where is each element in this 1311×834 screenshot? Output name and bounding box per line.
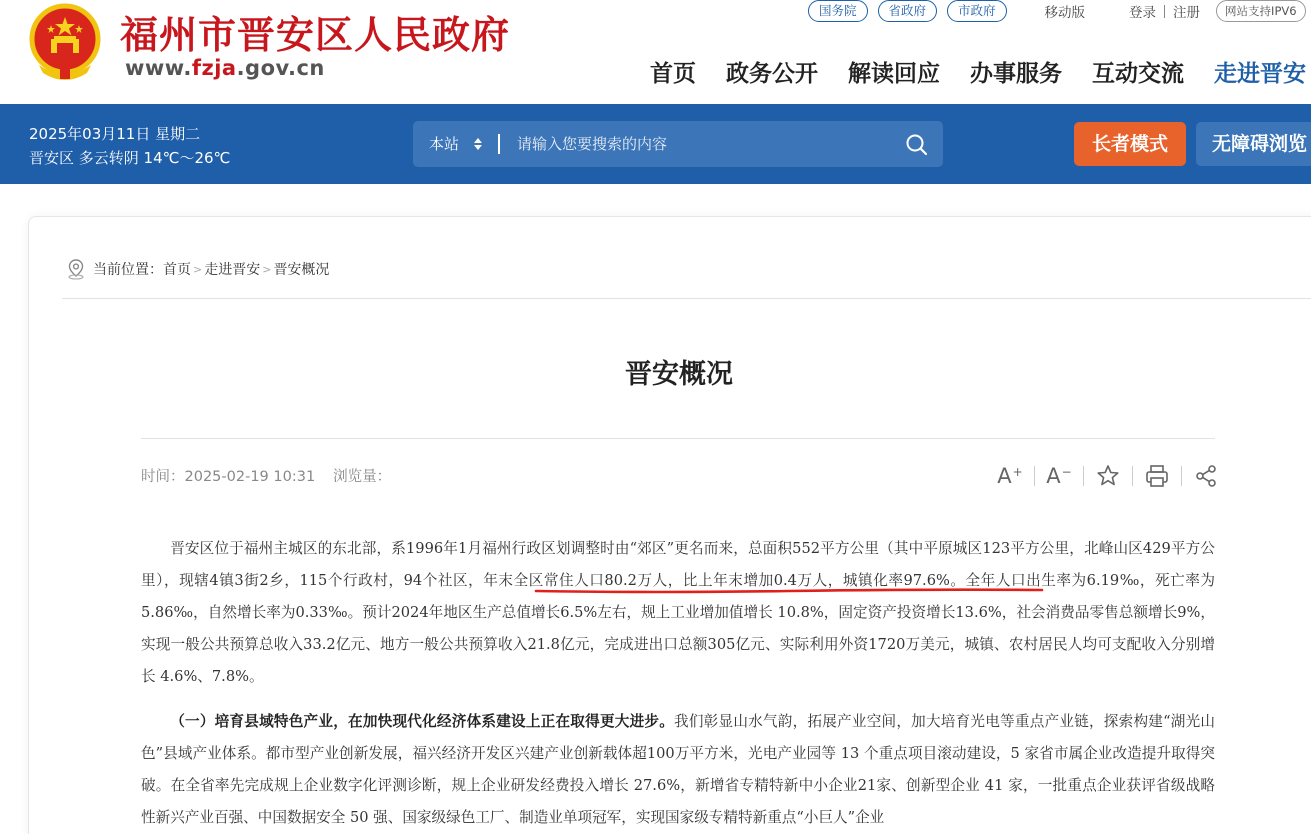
breadcrumb (66, 257, 329, 281)
nav-home[interactable]: 首页 (650, 61, 696, 87)
search-input[interactable] (517, 121, 897, 167)
url-suffix: .gov.cn (236, 56, 325, 80)
time-label: 时间： (141, 469, 185, 485)
weather-info: 晋安区 多云转阴 14℃～26℃ (29, 149, 231, 167)
location-pin-icon (66, 258, 86, 280)
search-icon[interactable] (905, 133, 929, 157)
nav-services[interactable]: 办事服务 (970, 61, 1062, 87)
publish-time: 2025-02-19 10:31 (184, 469, 316, 485)
share-icon[interactable] (1192, 462, 1220, 490)
link-state-council[interactable]: 国务院 (808, 0, 868, 22)
red-underline-annotation (534, 586, 1044, 596)
mobile-version-link[interactable]: 移动版 (1044, 5, 1086, 21)
elder-mode-button[interactable]: 长者模式 (1074, 122, 1186, 166)
login-link[interactable]: 登录 (1129, 5, 1157, 21)
divider (498, 134, 500, 154)
article-title: 晋安概况 (625, 359, 733, 390)
nav-interaction[interactable]: 互动交流 (1092, 61, 1184, 87)
article-tools (996, 460, 1220, 492)
site-header (0, 0, 1311, 104)
divider (62, 298, 1311, 299)
breadcrumb-current[interactable]: 晋安概况 (273, 262, 330, 278)
article-meta (141, 465, 391, 486)
url-highlight: fzja (191, 56, 237, 80)
divider (141, 438, 1215, 439)
divider (1164, 5, 1165, 18)
paragraph-text: 晋安区位于福州主城区的东北部，系1996年1月福州行政区划调整时由“郊区”更名而来，总面积552平方公里（其中平原城区123平方公里，北峰山区429平方公里），现辖4镇3街2乡，115个行政村，94个社区 (141, 540, 1215, 589)
font-decrease-icon[interactable]: A − (1046, 464, 1072, 488)
star-icon[interactable] (1094, 462, 1122, 490)
nav-gov-affairs[interactable]: 政务公开 (726, 61, 818, 87)
chevron-right-icon: > (193, 262, 203, 276)
url-prefix: www. (125, 56, 192, 80)
top-links (808, 0, 1306, 22)
sort-arrows-icon[interactable] (473, 136, 483, 152)
accessibility-button[interactable]: 无障碍浏览 (1196, 122, 1311, 166)
divider (1181, 466, 1182, 486)
main-nav (650, 55, 1311, 88)
site-url[interactable] (125, 56, 325, 80)
divider (1034, 466, 1035, 486)
highlighted-text: ，年末全区常住人口80.2万人，比上年末增加0.4万人，城镇化率97.6% (468, 572, 950, 589)
divider (1132, 466, 1133, 486)
link-city-gov[interactable]: 市政府 (947, 0, 1007, 22)
views-label: 浏览量： (333, 469, 392, 485)
current-date: 2025年03月11日 星期二 (29, 125, 201, 143)
nav-about-jinan[interactable]: 走进晋安 (1214, 61, 1306, 87)
national-emblem-icon[interactable] (27, 3, 103, 83)
breadcrumb-label: 当前位置： (93, 262, 163, 278)
paragraph-text: 我们彰显山水气韵，拓展产业空间，加大培育光电等重点产业链，探索构建“湖光山色”县域产业体系。都市型产业创新发展，福兴经济开发区兴建产业创新载体超100万平方米，光电产业园等 13 个重点项目滚动建设，5 家省市属企业改造提升取得突破。在全省率先完成规上企业数字化评测诊断，规上企业研发经费投入增长 27.6%，新增省专精特新中小企业21家、创新型企业 41 家，一批重点企业获评省级战略性新兴产业百强、中国数据安全 50 强、国家级绿色工厂、制造业单项冠军，实现国家级专精特新重点“小巨人”企业 (141, 713, 1215, 826)
search-box (413, 121, 943, 167)
register-link[interactable]: 注册 (1173, 5, 1201, 21)
divider (1083, 466, 1084, 486)
nav-interpretation[interactable]: 解读回应 (848, 61, 940, 87)
print-icon[interactable] (1143, 462, 1171, 490)
link-provincial-gov[interactable]: 省政府 (878, 0, 938, 22)
article-paragraph (141, 533, 1215, 693)
article-paragraph (141, 706, 1215, 834)
ipv6-badge: 网站支持IPV6 (1216, 0, 1306, 22)
font-increase-icon[interactable]: A + (997, 464, 1023, 488)
breadcrumb-about[interactable]: 走进晋安 (204, 262, 261, 278)
search-scope-select[interactable]: 本站 (429, 135, 460, 153)
breadcrumb-home[interactable]: 首页 (163, 262, 191, 278)
section-heading: （一）培育县域特色产业，在加快现代化经济体系建设上正在取得更大进步。 (170, 713, 675, 730)
site-title[interactable]: 福州市晋安区人民政府 (120, 12, 511, 57)
chevron-right-icon: > (262, 262, 272, 276)
paragraph-text: 。全年人口出生率为6.19‰，死亡率为5.86‰，自然增长率为0.33‰。预计2024年地区生产总值增长6.5%左右，规上工业增加值增长 10.8%，固定资产投资增长13.6%，社会消费品零售总额增长9%，实现一般公共预算总收入33.2亿元、地方一般公共预算收入21.8亿元，完成进出口总额305亿元、实际利用外资1720万美元，城镇、农村居民人均可支配收入分别增长 4.6%、7.8%。 (141, 572, 1215, 685)
